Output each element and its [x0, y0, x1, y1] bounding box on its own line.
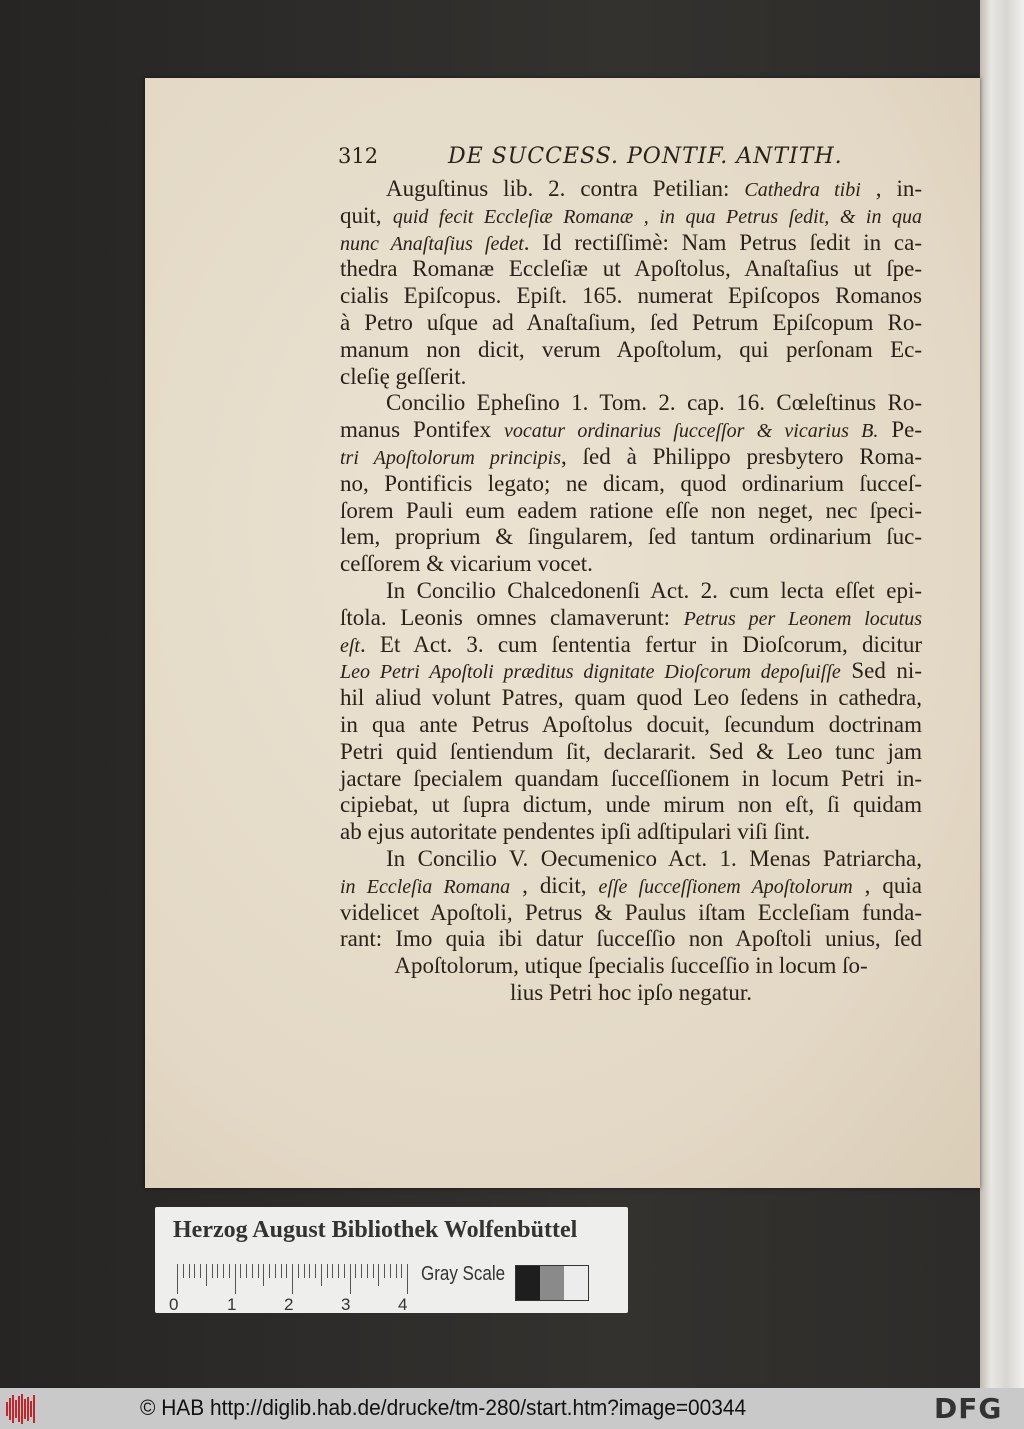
text-segment: , in- [860, 176, 922, 201]
ruler-tick [206, 1264, 207, 1286]
text-segment: lius Petri hoc ipſo negatur. [509, 979, 753, 1005]
text-line [340, 230, 922, 257]
ruler-tick [401, 1264, 402, 1278]
running-head-title: DE SUCCESS. PONTIF. ANTITH. [448, 144, 843, 169]
text-line [340, 364, 922, 391]
ruler-label: 1 [227, 1295, 237, 1314]
text-line [340, 524, 922, 551]
text-line [340, 417, 922, 444]
text-line [340, 551, 922, 578]
ruler-tick [177, 1264, 178, 1294]
copyright-url[interactable]: © HAB http://diglib.hab.de/drucke/tm-280/start.htm?image=00344 [140, 1395, 747, 1420]
ruler-tick [396, 1264, 397, 1278]
ruler-tick [338, 1264, 339, 1278]
text-line [340, 176, 922, 203]
ruler-tick [407, 1264, 408, 1294]
ruler-tick [252, 1264, 253, 1278]
italic-quote: vocatur ordinarius ſucceſſor & vicarius B. [503, 420, 879, 443]
gray-swatch [516, 1266, 540, 1300]
text-line [340, 471, 922, 498]
ruler-tick [217, 1264, 218, 1278]
ruler-tick [344, 1264, 345, 1278]
text-segment: , quia [852, 872, 922, 898]
text-segment: jactare ſpecialem quandam ſucceſſionem in locum Petri in- [340, 765, 922, 791]
text-segment: . Et Act. 3. cum ſententia fertur in Dioſcorum, dicitur [360, 631, 922, 657]
text-segment: no, Pontificis legato; ne dicam, quod ordinarium ſucceſ- [340, 470, 922, 496]
running-head [338, 144, 924, 172]
ruler-tick [229, 1264, 230, 1278]
ruler-tick [269, 1264, 270, 1278]
text-line [340, 685, 922, 712]
dfg-logo: DFG [934, 1392, 1003, 1425]
italic-quote: quid fecit Eccleſiæ Romanæ , in qua Petrus ſedit, & in qua [392, 205, 923, 228]
text-line [340, 792, 922, 819]
hab-logo-icon [6, 1394, 36, 1424]
text-segment: videlicet Apoſtoli, Petrus & Paulus iſtam Eccleſiam funda- [340, 899, 922, 925]
text-line [340, 578, 922, 605]
text-segment: Auguſtinus lib. 2. contra Petilian: [386, 176, 745, 201]
page-number: 312 [338, 144, 379, 168]
body-text [340, 176, 922, 1007]
italic-quote: Petrus per Leonem locutus [683, 607, 922, 630]
text-line [340, 444, 922, 471]
text-line [340, 390, 922, 417]
text-segment: manus Pontifex [340, 417, 504, 443]
text-line [340, 739, 922, 766]
next-pages-edge [980, 0, 1024, 1388]
ruler-tick [390, 1264, 391, 1278]
italic-quote: tri Apoſtolorum principis [340, 446, 561, 469]
text-line [340, 498, 922, 525]
text-line [340, 310, 922, 337]
ruler-label: 2 [284, 1295, 294, 1314]
text-segment: In Concilio V. Oecumenico Act. 1. Menas Patriarcha, [386, 845, 922, 871]
text-segment: Pe- [878, 417, 922, 443]
italic-quote: in Eccleſia Romana [340, 875, 511, 898]
logo-bar [9, 1398, 11, 1420]
italic-quote: Cathedra tibi [744, 179, 861, 201]
ruler-tick [384, 1264, 385, 1278]
text-line [340, 337, 922, 364]
library-name: Herzog August Bibliothek Wolfenbüttel [173, 1217, 578, 1243]
text-segment: Sed ni- [840, 658, 922, 684]
text-segment: manum non dicit, verum Apoſtolum, qui perſonam Ec- [340, 336, 922, 362]
footer-bar [0, 1388, 1024, 1429]
logo-bar [15, 1400, 17, 1418]
text-segment: cipiebat, ut ſupra dictum, unde mirum non eſt, ſi quidam [340, 792, 922, 818]
text-segment: . Id rectiſſimè: Nam Petrus ſedit in ca- [523, 229, 923, 255]
logo-bar [27, 1397, 29, 1421]
ruler-tick [183, 1264, 184, 1278]
gray-scale-swatches [515, 1265, 589, 1301]
text-line [340, 203, 922, 230]
ruler-tick [240, 1264, 241, 1278]
text-segment: ceſſorem & vicarium vocet. [340, 551, 593, 577]
ruler-tick [298, 1264, 299, 1278]
ruler-tick [361, 1264, 362, 1278]
text-segment: cialis Epiſcopus. Epiſt. 165. numerat Epiſcopos Romanos [340, 283, 922, 309]
ruler-tick [286, 1264, 287, 1278]
ruler-tick [367, 1264, 368, 1278]
logo-bar [18, 1396, 20, 1422]
text-line [340, 819, 922, 846]
text-segment: , dicit, [510, 872, 599, 898]
ruler-tick [292, 1264, 293, 1294]
text-line [340, 846, 922, 873]
logo-bar [24, 1399, 26, 1419]
ruler-tick [281, 1264, 282, 1278]
ruler-label: 0 [169, 1295, 179, 1314]
gray-swatch [540, 1266, 564, 1300]
ruler-tick [327, 1264, 328, 1278]
text-line [340, 632, 922, 659]
logo-bar [30, 1401, 32, 1417]
ruler-tick [373, 1264, 374, 1278]
library-color-card [155, 1207, 628, 1313]
ruler-tick [223, 1264, 224, 1278]
text-segment: cleſię geſſerit. [340, 363, 467, 389]
text-segment: ab ejus autoritate pendentes ipſi adſtipulari viſi ſint. [340, 819, 811, 845]
italic-quote: eſſe ſucceſſionem Apoſtolorum [598, 875, 853, 898]
ruler-tick [189, 1264, 190, 1278]
text-line [340, 712, 922, 739]
logo-bar [12, 1395, 14, 1423]
text-segment: ſtola. Leonis omnes clamaverunt: [340, 604, 684, 630]
ruler-tick [275, 1264, 276, 1278]
text-segment: rant: Imo quia ibi datur ſucceſſio non Apoſtoli unius, ſed [340, 926, 922, 952]
text-segment: à Petro uſque ad Anaſtaſium, ſed Petrum Epiſcopum Ro- [340, 309, 922, 335]
ruler-tick [194, 1264, 195, 1278]
ruler-tick [309, 1264, 310, 1278]
ruler-tick [212, 1264, 213, 1278]
logo-bar [21, 1394, 23, 1424]
text-segment: In Concilio Chalcedonenſi Act. 2. cum lecta eſſet epi- [386, 577, 922, 603]
text-segment: , ſed à Philippo presbytero Roma- [561, 443, 923, 469]
text-line [340, 980, 922, 1007]
text-line [340, 766, 922, 793]
italic-quote: eſt [340, 634, 360, 657]
text-segment: ſorem Pauli eum eadem ratione eſſe non neget, nec ſpeci- [340, 497, 922, 523]
italic-quote: nunc Anaſtaſius ſedet [340, 232, 524, 255]
logo-bar [33, 1395, 35, 1423]
ruler-tick [321, 1264, 322, 1286]
text-line [340, 953, 922, 980]
text-line [340, 873, 922, 900]
text-segment: quit, [340, 202, 393, 228]
gray-swatch [564, 1266, 588, 1300]
ruler-tick [332, 1264, 333, 1278]
ruler-tick [315, 1264, 316, 1278]
gray-scale-label: Gray Scale [421, 1263, 506, 1285]
ruler-tick [235, 1264, 236, 1294]
ruler-label: 4 [398, 1295, 408, 1314]
text-segment: Petri quid ſentiendum ſit, declararit. Sed & Leo tunc jam [340, 738, 922, 764]
text-segment: Apoſtolorum, utique ſpecialis ſucceſſio in locum ſo- [394, 953, 868, 979]
text-line [340, 658, 922, 685]
ruler-tick [258, 1264, 259, 1278]
ruler-label: 3 [341, 1295, 351, 1314]
italic-quote: Leo Petri Apoſtoli præditus dignitate Dioſcorum depoſuiſſe [340, 661, 841, 684]
text-segment: Concilio Epheſino 1. Tom. 2. cap. 16. Cœleſtinus Ro- [386, 390, 922, 416]
text-line [340, 926, 922, 953]
text-line [340, 256, 922, 283]
text-line [340, 283, 922, 310]
ruler-tick [246, 1264, 247, 1278]
ruler-scale [177, 1264, 412, 1294]
text-segment: in qua ante Petrus Apoſtolus docuit, ſecundum doctrinam [340, 711, 922, 737]
text-segment: thedra Romanæ Eccleſiæ ut Apoſtolus, Anaſtaſius ut ſpe- [340, 256, 922, 282]
ruler-tick [378, 1264, 379, 1286]
text-line [340, 900, 922, 927]
text-line [340, 605, 922, 632]
ruler-tick [355, 1264, 356, 1278]
logo-bar [6, 1402, 8, 1416]
text-segment: hil aliud volunt Patres, quam quod Leo ſedens in cathedra, [340, 685, 922, 711]
ruler-tick [304, 1264, 305, 1278]
text-segment: lem, proprium & ſingularem, ſed tantum ordinarium ſuc- [340, 524, 922, 550]
ruler-tick [350, 1264, 351, 1294]
ruler-tick [263, 1264, 264, 1286]
ruler-tick [200, 1264, 201, 1278]
